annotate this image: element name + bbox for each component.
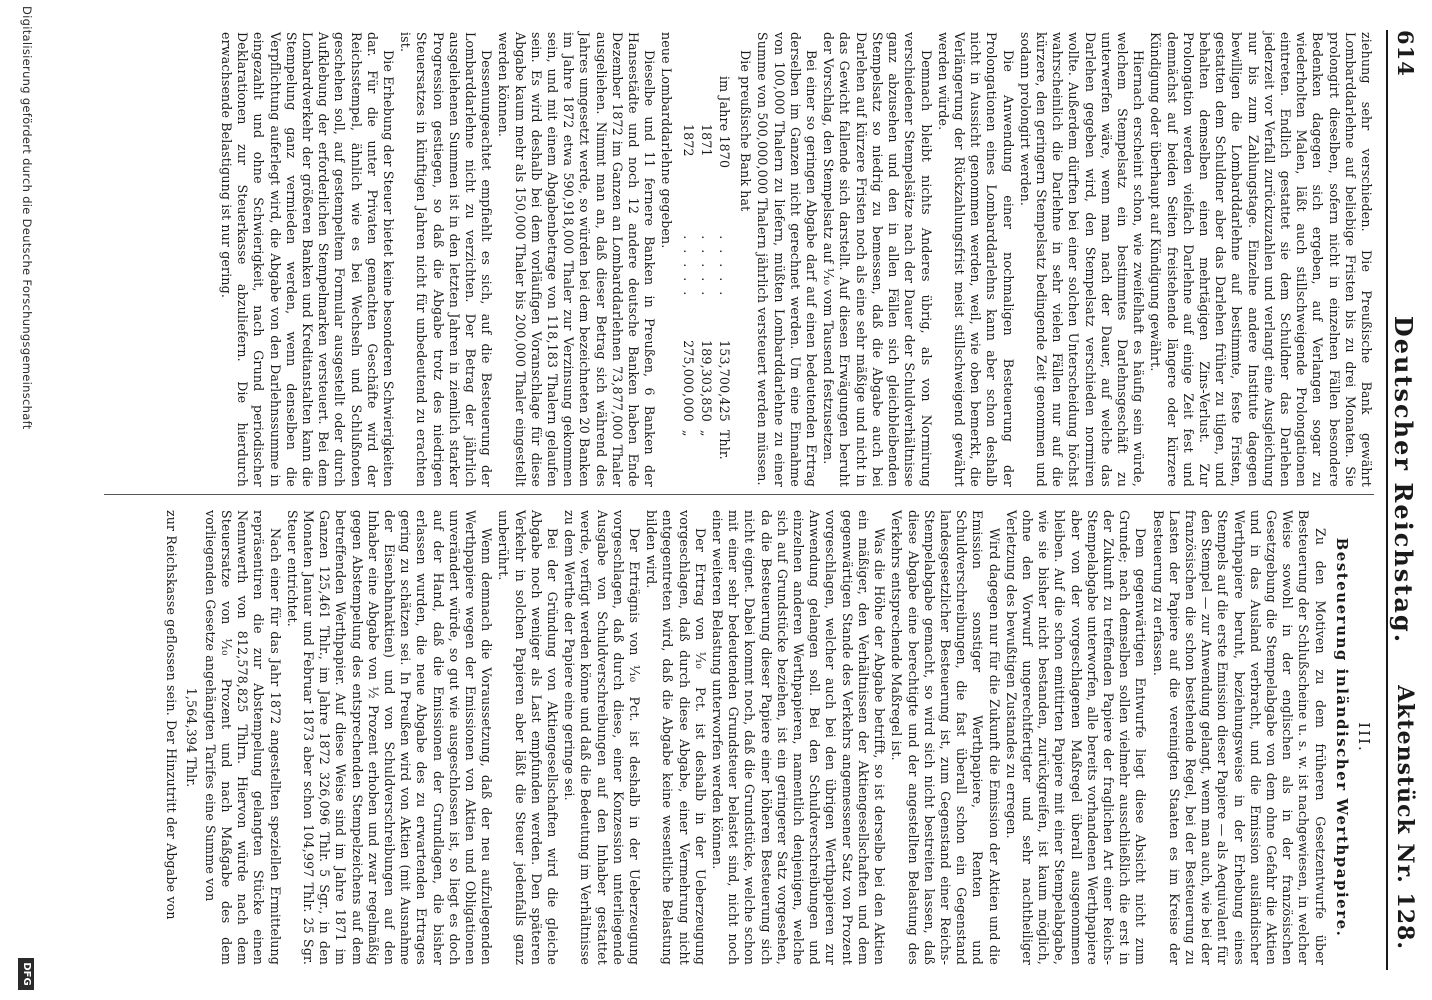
attachment-number: Aktenstück Nr. 128. bbox=[1392, 685, 1418, 950]
right-paragraph: Bei der Gründung von Aktiengesellschaften wird die gleiche Abgabe noch weniger als Last empfunden werden. Den späteren Verkehr in solchen Papieren aber läßt die Steuer jedenfalls ganz unberührt. bbox=[496, 510, 561, 965]
table-cell-year: 1871 bbox=[698, 124, 714, 157]
table-cell-unit: „ bbox=[680, 429, 696, 437]
section-numeral: III. bbox=[1355, 722, 1373, 753]
right-paragraph: Nach einer für das Jahr 1872 angestellten speziellen Ermittelung repräsentiren die zur Abstempelung gelangten Stücke einen Nennwerth von 812,578,825 Thlrn. Hiervon würde nach dem Steuersatze von ⅒ Prozent und nach Maßgabe des dem vorliegenden Gesetze angehängten Tarifes eine Summe von bbox=[202, 510, 283, 965]
left-paragraph: neue Lombarddarlehne gegeben. bbox=[659, 32, 675, 249]
table-cell-year: im Jahre 1870 bbox=[717, 76, 733, 169]
left-paragraph: ziehung sehr verschieden. Die Preußische Bank gewährt Lombarddarlehne auf beliebige Fristen bis zu drei Monaten. Sie prolongirt dieselben, sofern nicht in einzelnen Fällen besondere Bedenken dagegen sich ergeben, auf Verlangen sogar zu wiederholten Malen, läßt auch stillschweigende Prolongationen eintreten. Endlich gestattet sie dem Schuldner das Darlehen jederzeit vor Verfall zurückzuzahlen und verlangt eine Ausgleichung nur bis zum Zahlungstage. Einzelne andere Institute dagegen bewilligen die Lombarddarlehne auf bestimmte, feste Fristen, gestatten dem Schuldner aber das Darlehen früher zu tilgen, und behalten demselben einen mehrtägigen Zins-Verlust. Zur Prolongation werden vielfach Darlehne auf einige Zeit fest und demnächst auf beiden Seiten freistehende längere oder kürzere Kündigung oder überhaupt auf Kündigung gewährt. bbox=[1148, 32, 1374, 487]
left-paragraph: Bei einer so geringen Abgabe darf auf einen bedeutenden Ertrag derselben im Ganzen nicht gerechnet werden. Um eine Einnahme von 100,000 Thalern zu liefern, müßten Lombarddarlehne zu einer Summe von 500,000,000 Thalern jährlich versteuert werden müssen. bbox=[755, 32, 820, 487]
left-paragraph: Dessenungeachtet empfiehlt es sich, auf die Besteuerung der Lombarddarlehne nicht zu verzichten. Der Betrag der jährlich ausgeliehenen Summen ist in den letzten Jahren in ziemlich starker Progression gestiegen, so daß die Abgabe trotz des niedrigen Steuersatzes in künftigen Jahren nicht für unbedeutend zu erachten ist. bbox=[398, 32, 495, 487]
section-heading: Besteuerung inländischer Werthpapiere. bbox=[1332, 537, 1351, 938]
left-text-column bbox=[218, 32, 1374, 487]
table-cell-leader: . . . . . bbox=[717, 235, 733, 299]
header-rule bbox=[1386, 30, 1388, 970]
right-paragraph: zur Reichskasse geflossen sein. Der Hinzutritt der Abgabe von bbox=[164, 510, 180, 920]
right-paragraph: Der Ertrag von ⅒ Pct. ist deshalb in der Ueberzeugung vorgeschlagen, daß durch diese Abgabe, einer Vermehrung nicht entgegentreten wird, daß die Abgabe keine wesentliche Belastung bilden wird. bbox=[644, 510, 708, 965]
left-paragraph: Die preußische Bank hat bbox=[738, 50, 754, 212]
table-row bbox=[715, 72, 733, 472]
centered-amount: 1,564,394 Thlr. bbox=[183, 687, 199, 788]
lombard-loans-table bbox=[678, 72, 733, 472]
page-header bbox=[1389, 30, 1418, 970]
table-row bbox=[678, 72, 696, 472]
digitization-credit: Digitalisierung gefördert durch die Deutsche Forschungsgemeinschaft bbox=[20, 6, 34, 430]
right-paragraph: Wird dagegen nur für die Zukunft die Emission der Aktien und die Emission sonstiger Werthpapiere, Renten und Schuldverschreibungen, die fast überall schon ein Gegenstand landesgesetzlicher Besteuerung ist, zum Gegenstand einer Reichs-Stempelabgabe gemacht, so wird sich nicht bestreiten lassen, daß diese Abgabe eine berechtigte und der angestellten Belastung des Verkehrs entsprechende Maßregel ist. bbox=[889, 510, 1002, 965]
table-cell-unit: Thlr. bbox=[717, 429, 733, 460]
publication-title: Deutscher Reichstag. bbox=[1389, 315, 1418, 645]
table-cell-leader: . . . . . bbox=[680, 235, 696, 299]
right-paragraph: Dem gegenwärtigen Entwurfe liegt diese Absicht nicht zum Grunde; nach demselben sollen vielmehr ausschließlich die erst in der Zukunft zu treffenden Papiere der fraglichen Art einer Reichs-Stempelabgabe unterworfen, alle bereits vorhandenen Werthpapiere aber von der vorgeschlagenen Maßregel überall ausgenommen bleiben. Auf die schon emittirten Papiere mit einer Stempelabgabe, wie sie bisher nicht bestanden, zurückgreifen, ist kaum möglich, ohne den Vorwurf ungerechtfertigter und sehr nachtheiliger Verletzung des bewußtigen Zustandes zu erregen. bbox=[1003, 510, 1149, 965]
page-number: 614 bbox=[1393, 30, 1418, 77]
table-cell-amount: 153,700,425 bbox=[717, 340, 733, 422]
right-paragraph: Was die Höhe der Abgabe betrifft, so ist derselbe bei den Aktien ein mäßiger, den Verhältnissen der Aktiengesellschaften und dem gegenwärtigen Stande des Verkehrs angemessener Satz von Prozent vorgeschlagen, welcher auch bei den übrigen Werthpapieren zur Anwendung gelangen soll. Bei den Schuldverschreibungen und einzelnen anderen Werthpapieren, namentlich denjenigen, welche sich auf Grundstücke beziehen, ist ein geringerer Satz vorgesehen, da die Besteuerung dieser Papiere einer höheren Besteuerung sich nicht eignet. Dabei kommt noch, daß die Grundstücke, welche schon mit einer sehr bedeutenden Grundsteuer belastet sind, nicht noch einer weiteren Belastung unterworfen werden können. bbox=[710, 510, 888, 965]
left-paragraph: Die Erhebung der Steuer bietet keine besonderen Schwierigkeiten dar. Für die unter Privaten gemachten Geschäfte wird der Reichsstempel, ähnlich wie es bei Wechseln und Schlußnoten geschehen soll, auf gestempeltem Formular ausgestellt oder durch Aufklebung der erforderlichen Stempelmarken versteuert. Bei dem Lombardverkehr der größeren Banken und Kreditanstalten kann die Stempelung ganz vermieden werden, wenn denselben die Verpflichtung auferlegt wird, die Abgabe von den Darlehnssumme in eingezahlt und ohne Schwierigkeit, nach Grund periodischer Deklarationen zur Steuerkasse abzuliefern. Die hierdurch erwachsende Belastigung ist nur gering. bbox=[218, 32, 397, 487]
right-paragraph: Zu den Motiven zu dem früheren Gesetzentwurfe über Besteuerung der Schlußscheine u. s. w. ist nachgewiesen, in welcher Weise sowohl in der englischen als in der französischen Gesetzgebung die Stempelabgabe von dem ohne Gefahr die Aktien und in das Ausland verbracht, und die Emission ausländischer Werthpapiere beruht, beziehungsweise in der Erhebung eines Stempels auf die erste Emission dieser Papiere — als Aequivalent für den Stempel — zur Anwendung gelangt, wenn man auch, wie bei der französischen die schon bestehende Regel, bei der Besteuerung zu Lasten der Papiere auf die vereinigten Staaten es im Kreise der Besteuerung zu erfassen. bbox=[1150, 510, 1328, 965]
left-paragraph: Die Anwendung einer nochmaligen Besteuerung der Prolongationen eines Lombarddarlehns kann aber schon deshalb nicht in Aussicht genommen werden, weil, wie oben bemerkt, die Verlängerung der Rückzahlungsfrist meist stillschweigend gewährt werden würde. bbox=[935, 32, 1016, 487]
left-paragraph: Demnach bleibt nichts Anderes übrig, als von Normirung verschiedener Stempelsätze nach der Dauer der Schuldverhältnisse ganz abzusehen und den in allen Fällen sich gleichbleibenden Stempelsatz so niedrig zu bemessen, daß die Abgabe auch bei Darlehen auf kürzere Fristen noch als eine sehr mäßige und nicht in das Gewicht fallende sich darstellt. Auf diesen Erwägungen beruht der Vorschlag, den Stempelsatz auf ⅒ vom Tausend festzusetzen. bbox=[821, 32, 934, 487]
table-cell-year: 1872 bbox=[680, 124, 696, 157]
table-cell-amount: 189,303,850 bbox=[698, 340, 714, 422]
table-cell-leader: . . . . . bbox=[698, 235, 714, 299]
table-cell-unit: „ bbox=[698, 429, 714, 437]
table-cell-amount: 275,000,000 bbox=[680, 340, 696, 422]
right-paragraph: Der Erträgnis von ⅒ Pct. ist deshalb in der Ueberzeugung vorgeschlagen, daß durch diese, einer Konzession unterliegende Ausgabe von Schuldverschreibungen auf den Inhaber gestattet werde, verfügt werden könne und daß die Bedeutung im Verhältnisse zu dem Werthe der Papiere eine geringe sei. bbox=[562, 510, 643, 965]
table-row bbox=[697, 72, 715, 472]
column-divider bbox=[104, 494, 1374, 495]
left-paragraph: Dieselbe und 11 fernere Banken in Preußen, 6 Banken der Hansestädte und noch 12 andere deutsche Banken haben Ende Dezember 1872 im Ganzen an Lombarddarlehnen 73,877,000 Thaler ausgeliehen. Nimmt man an, daß dieser Betrag sich während des Jahres umgesetzt werde, so würden bei dem bezeichneten 20 Banken im Jahre 1872 etwa 590,918,000 Thaler zur Verzinsung gekommen sein, und mit einem Abgabenbetrage von 118,183 Thalern gelaufen sein. Es wird deshalb bei dem vorläufigen Voranschlage für diese Abgabe kaum mehr als 150,000 Thaler bis 200,000 Thaler eingestellt werden können. bbox=[496, 32, 658, 487]
right-paragraph: Wenn demnach die Voraussetzung, daß der neu aufzulegenden Werthpapiere wegen der Emissionen von Aktien und Obligationen unverändert würde, so gut wie ausgeschlossen ist, so liegt es doch auf der Hand, daß die Emissionen der Grundlagen, die bisher erlassen wurden, die neue Abgabe des zu erwartenden Ertrages gering zu schätzen sei. In Preußen wird von Aktien (mit Ausnahme der Eisenbahnaktien) und von Schuldverschreibungen auf den Inhaber eine Abgabe von ½ Prozent erhoben und zwar regelmäßig gegen Abstempelung des entsprechenden Stempelzeichens auf dem betreffenden Werthpapier. Auf diese Weise sind im Jahre 1871 im Ganzen 125,461 Thlr., im Jahre 1872 326,096 Thlr. 5 Sgr., in den Monaten Januar und Februar 1873 aber schon 104,997 Thlr. 25 Sgr. Steuer entrichtet. bbox=[284, 510, 495, 965]
dfg-logo: DFG bbox=[18, 958, 34, 990]
left-paragraph: Hiernach erscheint schon, wie zweifelhaft es häufig sein würde, welchem Stempelsatz ein bestimmtes Darlehnsgeschäft zu unterwerfen wäre, wenn man nach der Dauer, auf welche das Darlehen gegeben wird, den Stempelsatz verschieden normiren wollte. Außerdem dürften bei einer solchen Unterscheidung höchst wahrscheinlich die Darlehne in sehr vielen Fällen nur auf die kürzere, den geringern Stempelsatz bedingende Zeit genommen und sodann prolongirt werden. bbox=[1017, 32, 1147, 487]
right-text-column bbox=[163, 510, 1374, 965]
